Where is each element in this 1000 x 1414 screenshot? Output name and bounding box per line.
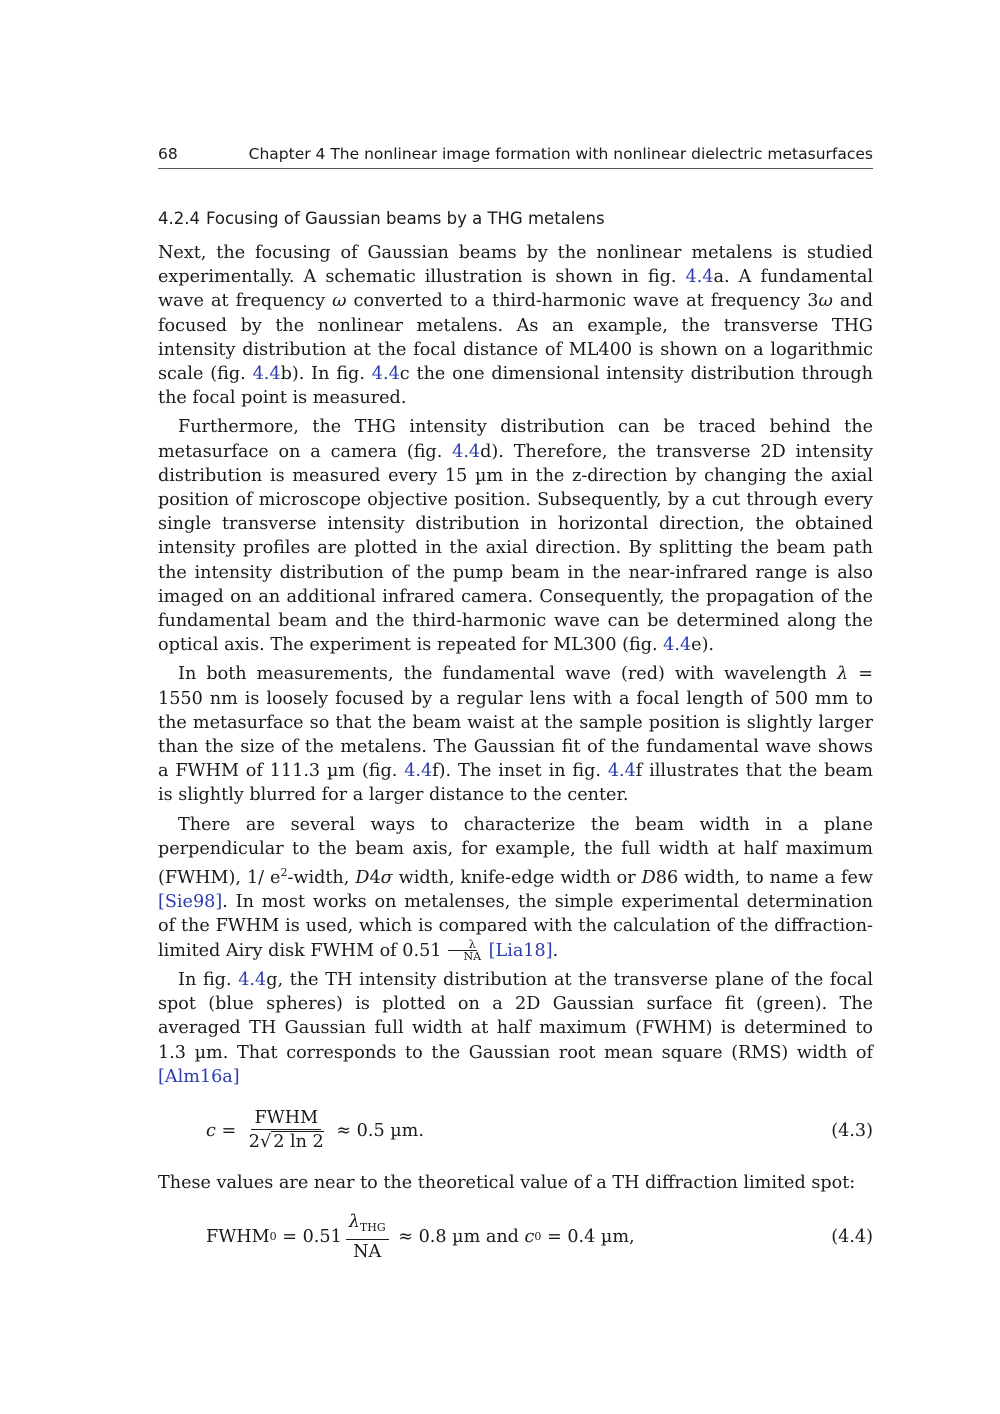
- text: 86 width, to name a few: [655, 868, 874, 889]
- figure-link[interactable]: 4.4: [252, 364, 281, 385]
- section-title: Focusing of Gaussian beams by a THG metalens: [205, 209, 605, 228]
- text: f). The inset in fig.: [432, 761, 608, 782]
- text: = 1550 nm is loosely focused by a regular lens with a focal length of 500 mm to the metasurface so that the beam waist at the sample position is slightly larger than the size of the metalens. The Gaussian fit of the fundamental wave shows a FWHM of 111.3 µm (fig.: [158, 664, 873, 782]
- math-symbol: ω: [818, 291, 833, 312]
- text: There are several ways to characterize the beam width in a plane perpendicular to the beam axis, for example, the full width at half maximum (FWHM), 1/ e: [158, 814, 873, 889]
- math-text: ≈ 0.5 µm.: [330, 1120, 424, 1141]
- figure-link[interactable]: 4.4: [452, 441, 481, 462]
- running-title: Chapter 4 The nonlinear image formation with nonlinear dielectric metasurfaces: [248, 145, 873, 163]
- paragraph-4: [158, 813, 873, 963]
- text: Furthermore, the THG intensity distribution can be traced behind the metasurface on a camera (fig.: [158, 417, 873, 462]
- figure-link[interactable]: 4.4: [685, 267, 714, 288]
- figure-link[interactable]: 4.4: [663, 635, 692, 656]
- citation-link[interactable]: [Sie98]: [158, 892, 223, 913]
- text: a. A fundamental wave at frequency: [158, 267, 873, 312]
- section-heading: [158, 207, 873, 231]
- text: b). In fig.: [280, 364, 372, 385]
- radicand: 2 ln 2: [273, 1132, 324, 1153]
- fraction-numerator: FWHM: [251, 1107, 321, 1130]
- superscript: 2: [280, 866, 288, 880]
- paragraph-2: [158, 415, 873, 657]
- math-symbol: σ: [380, 868, 393, 889]
- math-symbol: λ: [837, 664, 849, 685]
- fraction: [246, 1107, 327, 1154]
- figure-link[interactable]: 4.4: [607, 761, 636, 782]
- equation-number: (4.3): [831, 1120, 873, 1141]
- fraction-denominator: [246, 1130, 327, 1154]
- fraction-numerator: [346, 1211, 389, 1240]
- paragraph-6: These values are near to the theoretical value of a TH diffraction limited spot:: [158, 1172, 856, 1193]
- subscript: 0: [269, 1230, 277, 1243]
- text: -width,: [287, 868, 356, 889]
- section-number: 4.2.4: [158, 209, 200, 228]
- figure-link[interactable]: 4.4: [371, 364, 400, 385]
- paragraph-3: [158, 662, 873, 807]
- math-operator: =: [215, 1120, 242, 1141]
- math-text: = 0.4 µm,: [541, 1227, 635, 1247]
- fraction-denominator: NA: [463, 950, 482, 964]
- text: . In most works on metalenses, the simple experimental determination of the FWHM is used, which is compared with the calculation of the diffraction-limited Airy disk FWHM of 0.51: [158, 892, 873, 961]
- math-symbol: c: [206, 1120, 216, 1141]
- sqrt-icon: √: [260, 1132, 272, 1153]
- fraction-numerator: λ: [448, 939, 477, 951]
- equation-body: [206, 1107, 424, 1154]
- equation-4-3: [158, 1101, 873, 1161]
- text: e).: [691, 635, 715, 656]
- figure-link[interactable]: 4.4: [404, 761, 433, 782]
- paragraph-5: [158, 968, 873, 1089]
- text: Next, the focusing of Gaussian beams by the nonlinear metalens is studied experimentally. A schematic illustration is shown in fig.: [158, 243, 873, 288]
- fraction-denominator: NA: [353, 1241, 382, 1262]
- text: c the one dimensional intensity distribution through the focal point is measured.: [158, 364, 873, 409]
- math-symbol: ω: [332, 291, 347, 312]
- equation-4-4: [158, 1207, 873, 1267]
- text: f illustrates that the beam is slightly blurred for a larger distance to the center.: [158, 761, 873, 806]
- equation-body: [206, 1211, 635, 1264]
- text: converted to a third-harmonic wave at frequency 3: [346, 291, 819, 312]
- subscript: THG: [359, 1220, 386, 1234]
- math-symbol: λ: [348, 1211, 360, 1232]
- text: width, knife-edge width or: [392, 868, 642, 889]
- math-text: = 0.51: [276, 1227, 342, 1247]
- fraction: [346, 1211, 389, 1264]
- math-text: 2: [248, 1132, 260, 1153]
- equation-number: (4.4): [831, 1227, 873, 1248]
- citation-link[interactable]: [Lia18]: [488, 940, 553, 961]
- text: 4: [369, 868, 381, 889]
- inline-fraction: [442, 939, 482, 962]
- text: .: [552, 940, 559, 961]
- paragraph-1: [158, 241, 873, 410]
- math-text: ≈ 0.8 µm and: [392, 1227, 525, 1247]
- running-header: [158, 140, 873, 169]
- text: and focused by the nonlinear metalens. As an example, the transverse THG intensity distribution at the focal distance of ML400 is shown on a logarithmic scale (fig.: [158, 291, 873, 385]
- citation-link[interactable]: [Alm16a]: [158, 1066, 240, 1087]
- text: d). Therefore, the transverse 2D intensity distribution is measured every 15 µm in the z-direction by changing the axial position of microscope objective position. Subsequently, by a cut through every single transverse intensity distribution in horizontal direction, the obtained intensity profiles are plotted in the axial direction. By splitting the beam path the intensity distribution of the pump beam in the near-infrared range is also imaged on an additional infrared camera. Consequently, the propagation of the fundamental beam and the third-harmonic wave can be determined along the optical axis. The experiment is repeated for ML300 (fig.: [158, 441, 873, 656]
- text: In both measurements, the fundamental wave (red) with wavelength: [178, 664, 838, 685]
- math-symbol: D: [641, 868, 656, 889]
- figure-link[interactable]: 4.4: [238, 969, 267, 990]
- page: [158, 140, 873, 1277]
- math-symbol: D: [355, 868, 370, 889]
- math-symbol: c: [524, 1227, 535, 1247]
- subscript: 0: [534, 1230, 542, 1243]
- math-text: FWHM: [206, 1227, 270, 1247]
- page-number: 68: [158, 145, 178, 163]
- text: g, the TH intensity distribution at the transverse plane of the focal spot (blue spheres) is plotted on a 2D Gaussian surface fit (green). The averaged TH Gaussian full width at half maximum (FWHM) is determined to 1.3 µm. That corresponds to the Gaussian root mean square (RMS) width of: [158, 969, 873, 1063]
- text: In fig.: [178, 969, 239, 990]
